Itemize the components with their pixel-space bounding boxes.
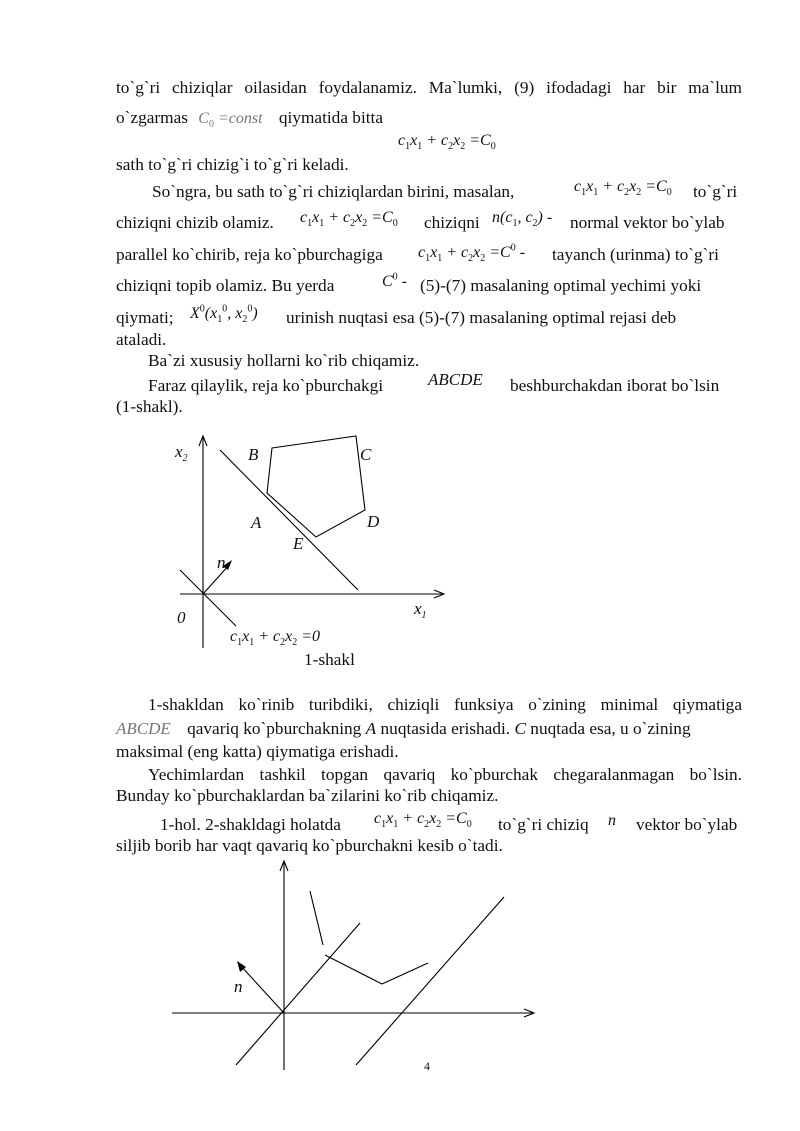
- level-line-2: [356, 897, 504, 1065]
- equation-zero-level: $c_1x_1 + c_2x_2 =0$: [230, 628, 321, 649]
- text-span: tayanch (urinma) to`g`ri: [552, 245, 719, 264]
- text-span: normal vektor bo`ylab: [570, 213, 725, 232]
- text-line: chiziqni chizib olamiz.: [116, 213, 274, 232]
- math-ABCDE: ABCDE: [428, 370, 483, 389]
- math-c0-const: $C_0$ =const: [198, 110, 263, 131]
- text-line: Ba`zi xususiy hollarni ko`rib chiqamiz.: [148, 351, 420, 370]
- text-line: ABCDE qavariq ko`pburchakning A nuqtasida erishadi. C nuqtada esa, u o`zining: [116, 719, 691, 738]
- equation-c1x1-c2x2-C0: $c_1x_1 + c_2x_2 =C_0$: [398, 132, 496, 153]
- text-line: parallel ko`chirib, reja ko`pburchagiga: [116, 245, 383, 264]
- math-X0: $X^0(x_1^0$, $x_2^0$): [190, 304, 258, 326]
- text-line: (1-shakl).: [116, 397, 183, 416]
- text-span: chiziqni: [424, 213, 480, 232]
- boundary-edge-2: [325, 955, 382, 984]
- label-C: C: [360, 445, 372, 464]
- equation-level-line: $c_1x_1 + c_2x_2 =C_0$: [300, 209, 398, 230]
- text-line: siljib borib har vaqt qavariq ko`pburchakni kesib o`tadi.: [116, 836, 503, 855]
- label-D: D: [367, 512, 380, 531]
- label-B: B: [248, 445, 259, 464]
- text-line: So`ngra, bu sath to`g`ri chiziqlardan birini, masalan,: [152, 182, 515, 201]
- zero-level-line: [180, 570, 236, 626]
- text-span: vektor bo`ylab: [636, 815, 738, 834]
- text-line: [116, 108, 383, 135]
- text-line: ataladi.: [116, 330, 167, 349]
- math-n: n: [608, 812, 616, 829]
- text-span: to`g`ri: [693, 182, 738, 201]
- text-line: sath to`g`ri chizig`i to`g`ri keladi.: [116, 155, 349, 174]
- text-span: beshburchakdan iborat bo`lsin: [510, 376, 720, 395]
- level-line-1: [236, 923, 360, 1065]
- text-span: 1-hol. 2-shakldagi holatda: [160, 815, 341, 834]
- label-x2: $x_2$: [175, 442, 188, 464]
- boundary-edge-1: [310, 891, 323, 945]
- figure-1-caption: 1-shakl: [304, 650, 355, 669]
- normal-vector: [240, 965, 284, 1013]
- text-span: o`zgarmas: [116, 108, 188, 127]
- text-line: maksimal (eng katta) qiymatiga erishadi.: [116, 742, 399, 761]
- text-line: Yechimlardan tashkil topgan qavariq ko`pburchak chegaralanmagan bo`lsin.: [148, 765, 742, 784]
- figure-2: [160, 855, 550, 1075]
- page-number: 4: [424, 1059, 430, 1073]
- label-A: A: [251, 513, 262, 532]
- equation-level-line: $c_1x_1 + c_2x_2 =C_0$: [374, 810, 472, 831]
- label-n: n: [234, 977, 243, 996]
- text-span: qiymati;: [116, 308, 174, 327]
- text-span: qiymatida bitta: [278, 108, 384, 127]
- label-x1: $x_1$: [414, 599, 427, 621]
- label-n: n: [217, 553, 226, 572]
- text-line: to`g`ri chiziqlar oilasidan foydalanamiz. Ma`lumki, (9) ifodadagi har bir ma`lum: [116, 78, 742, 97]
- text-span: to`g`ri chiziq: [498, 815, 589, 834]
- equation-support-line: $c_1x_1 + c_2x_2 =C^0$ -: [418, 243, 526, 265]
- boundary-edge-3: [382, 963, 428, 984]
- pentagon-ABCDE: [267, 436, 365, 537]
- text-line: chiziqni topib olamiz. Bu yerda: [116, 276, 335, 295]
- support-line: [220, 450, 358, 590]
- text-span: urinish nuqtasi esa (5)-(7) masalaning optimal rejasi deb: [286, 308, 677, 327]
- text-span: (5)-(7) masalaning optimal yechimi yoki: [420, 276, 702, 295]
- text-span: Faraz qilaylik, reja ko`pburchakgi: [148, 376, 384, 395]
- label-E: E: [293, 534, 304, 553]
- equation-level-line: $c_1x_1 + c_2x_2 =C_0$: [574, 178, 672, 199]
- label-origin: 0: [177, 608, 186, 627]
- text-line: 1-shakldan ko`rinib turibdiki, chiziqli funksiya o`zining minimal qiymatiga: [148, 695, 742, 714]
- text-line: Bunday ko`pburchaklardan ba`zilarini ko`rib chiqamiz.: [116, 786, 499, 805]
- math-normal-vector: $n(c_1$, $c_2$) -: [492, 209, 553, 230]
- math-C0-optimal: $C^0$ -: [382, 272, 407, 291]
